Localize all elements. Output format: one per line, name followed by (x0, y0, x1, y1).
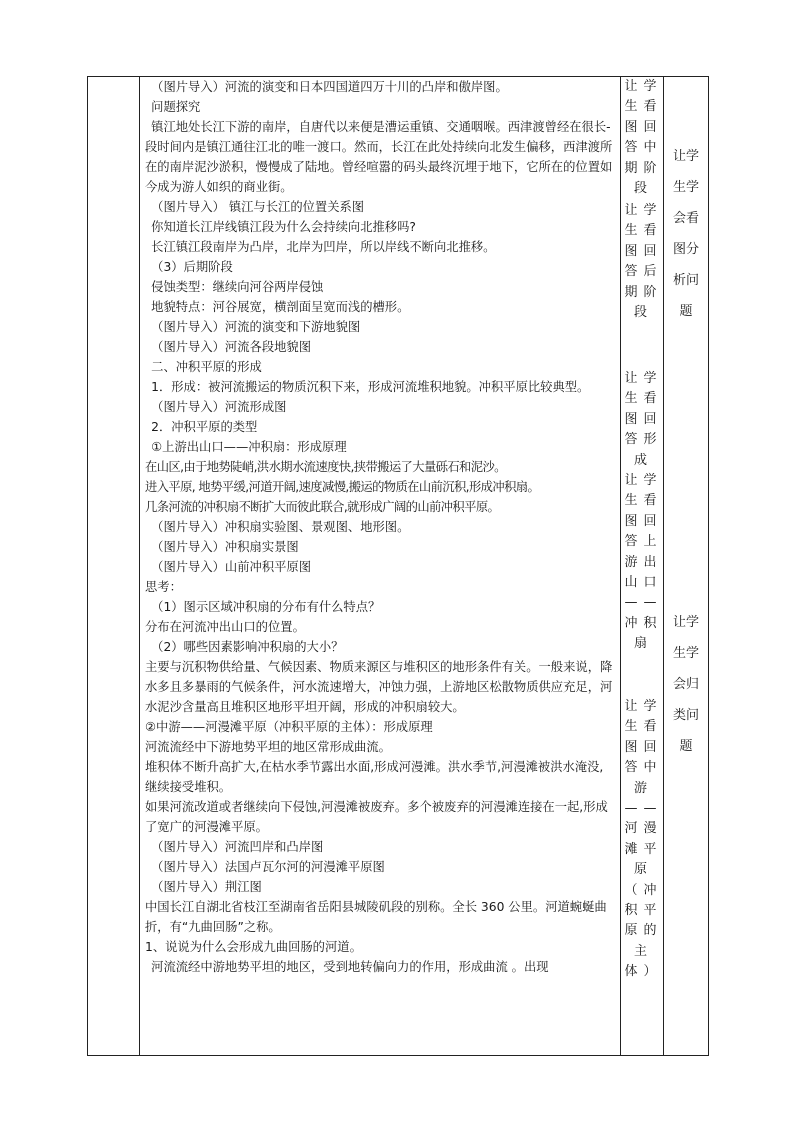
student-activity-item: 让学生看图回答后期阶段 (624, 203, 663, 321)
content-line: （图片导入）河流凹岸和凸岸图 (151, 840, 324, 854)
content-question: （1）图示区域冲积扇的分布有什么特点？ (151, 600, 381, 614)
content-subheading: ②中游——河漫滩平原（冲积平原的主体）：形成原理 (145, 720, 433, 734)
content-answer: 分布在河流冲出山口的位置。 (145, 620, 305, 634)
design-intent-column (664, 77, 708, 1055)
content-answer: 长江镇江段南岸为凸岸，北岸为凹岸，所以岸线不断向北推移。 (151, 240, 496, 254)
content-line: 侵蚀类型：继续向河谷两岸侵蚀 (151, 280, 324, 294)
design-intent-item: 让学生学会看图分析问题 (672, 149, 699, 319)
content-line: 几条河流的冲积扇不断扩大而彼此联合,就形成广阔的山前冲积平原。 (145, 500, 500, 514)
content-line: 进入平原, 地势平缓,河道开阔,速度减慢,搬运的物质在山前沉积,形成冲积扇。 (145, 480, 540, 494)
student-activity-item: 让学生看图回答中期阶段 (624, 79, 663, 197)
teaching-content-cell (140, 77, 621, 1056)
content-paragraph: 堆积体不断升高扩大,在枯水季节露出水面,形成河漫滩。洪水季节,河漫滩被洪水淹没,继续接受堆积。 (145, 760, 604, 794)
content-answer: 主要与沉积物供给量、气候因素、物质来源区与堆积区的地形条件有关。一般来说，降水多且多暴雨的气候条件，河水流速增大，冲蚀力强，上游地区松散物质供应充足，河水泥沙含量高且堆积区地形平坦开阔，形成的冲积扇较大。 (145, 660, 613, 714)
content-line: （图片导入）河流的演变和下游地貌图 (151, 320, 361, 334)
content-paragraph: 镇江地处长江下游的南岸，自唐代以来便是漕运重镇、交通咽喉。西津渡曾经在很长-段时间内是镇江通往江北的唯一渡口。然而，长江在此处持续向北发生偏移，西津渡所在的南岸泥沙淤积，慢慢成了陆地。曾经喧嚣的码头最终沉埋于地下，它所在的位置如今成为游人如织的商业街。 (145, 120, 613, 194)
content-line: （图片导入） 镇江与长江的位置关系图 (151, 200, 365, 214)
content-subheading: ①上游出山口——冲积扇：形成原理 (151, 440, 347, 454)
student-activity-item: 让学生看图回答形成 (624, 371, 663, 468)
content-question: 1、说说为什么会形成九曲回肠的河道。 (145, 940, 362, 954)
content-line: 在山区,由于地势陡峭,洪水期水流速度快,挟带搬运了大量砾石和泥沙。 (145, 460, 506, 474)
student-activity-item: 让学生看图回答上游出山口——冲积扇 (624, 473, 663, 652)
content-line: （图片导入）山前冲积平原图 (151, 560, 312, 574)
content-line: （图片导入）冲积扇实验图、景观图、地形图。 (151, 520, 410, 534)
content-question: （2）哪些因素影响冲积扇的大小？ (151, 640, 344, 654)
content-heading: 2．冲积平原的类型 (151, 420, 258, 434)
content-paragraph: 中国长江自湖北省枝江至湖南省岳阳县城陵矶段的别称。全长 360 公里。河道蜿蜒曲折，有“九曲回肠”之称。 (145, 900, 607, 934)
content-line: 地貌特点：河谷展宽，横剖面呈宽而浅的槽形。 (151, 300, 410, 314)
blank-column-cell (88, 77, 140, 1056)
student-activity-item: 让学生看图回答中游——河漫滩平原（冲积平原的主体） (624, 699, 663, 980)
student-activity-cell (621, 77, 664, 1056)
content-line: （图片导入）河流形成图 (151, 400, 287, 414)
content-question: 你知道长江岸线镇江段为什么会持续向北推移吗? (151, 220, 416, 234)
content-answer: 河流流经中游地势平坦的地区，受到地转偏向力的作用，形成曲流 。出现 (151, 960, 549, 974)
design-intent-item: 让学生学会归类问题 (672, 615, 699, 754)
lesson-plan-table (87, 76, 709, 1056)
content-line: （图片导入）法国卢瓦尔河的河漫滩平原图 (151, 860, 385, 874)
content-line: （图片导入）河流各段地貌图 (151, 340, 312, 354)
content-paragraph: 如果河流改道或者继续向下侵蚀,河漫滩被废弃。多个被废弃的河漫滩连接在一起,形成了宽广的河漫滩平原。 (145, 800, 608, 834)
content-line: 河流流经中下游地势平坦的地区常形成曲流。 (145, 740, 391, 754)
table-row (88, 77, 709, 1056)
content-line: （图片导入）河流的演变和日本四国道四万十川的凸岸和傲岸图。 (151, 80, 508, 94)
content-heading: （3）后期阶段 (151, 260, 233, 274)
student-activity-column (621, 77, 663, 1055)
design-intent-cell (664, 77, 709, 1056)
content-line: （图片导入）荆江图 (151, 880, 262, 894)
content-line: （图片导入）冲积扇实景图 (151, 540, 299, 554)
content-heading: 思考： (145, 580, 182, 594)
content-paragraph: 1．形成：被河流搬运的物质沉积下来，形成河流堆积地貌。冲积平原比较典型。 (151, 380, 590, 394)
section-heading: 二、冲积平原的形成 (151, 360, 262, 374)
content-heading: 问题探究 (151, 100, 201, 114)
teaching-content (140, 77, 620, 977)
